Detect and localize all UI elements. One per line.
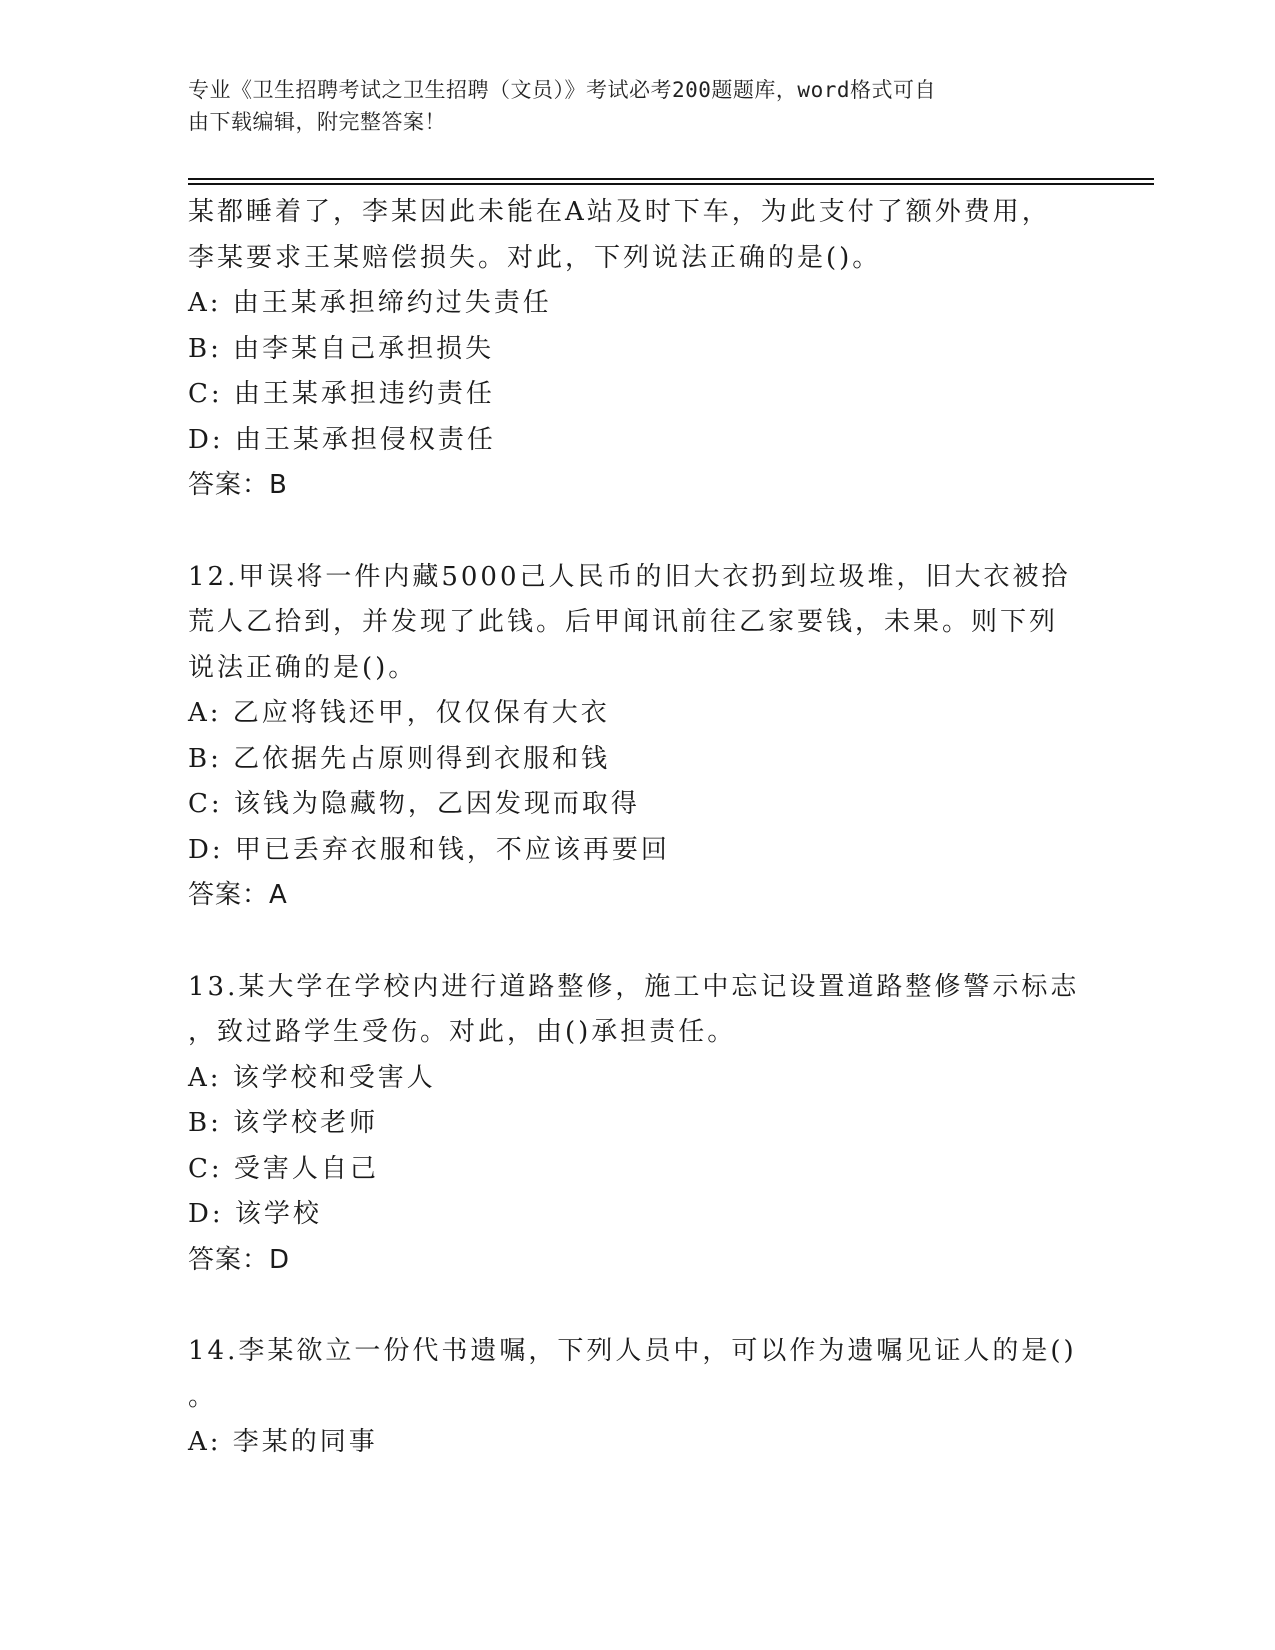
question-stem-line: 。 <box>188 1381 218 1412</box>
option-a: A: 由王某承担缔约过失责任 <box>188 288 552 318</box>
header-line-2: 由下载编辑，附完整答案！ <box>188 110 446 134</box>
option-a: A: 该学校和受害人 <box>188 1062 436 1093</box>
option-d: D: 由王某承担侵权责任 <box>188 424 496 455</box>
question-stem-line: ，致过路学生受伤。对此，由()承担责任。 <box>188 1017 737 1047</box>
question-stem-line: 14.李某欲立一份代书遗嘱，下列人员中，可以作为遗嘱见证人的是() <box>188 1336 1077 1366</box>
spacer <box>188 919 1108 965</box>
question-11 <box>188 190 1108 509</box>
question-12 <box>188 555 1108 919</box>
spacer <box>188 1283 1108 1329</box>
header-line-1: 专业《卫生招聘考试之卫生招聘（文员）》考试必考200题题库，word格式可自 <box>188 78 936 102</box>
question-14 <box>188 1329 1108 1466</box>
question-stem-line: 某都睡着了，李某因此未能在A站及时下车，为此支付了额外费用， <box>188 197 1051 227</box>
answer-label: 答案：D <box>188 1244 291 1275</box>
option-c: C: 由王某承担违约责任 <box>188 379 495 409</box>
header-rule-top <box>188 178 1154 180</box>
option-a: A: 乙应将钱还甲，仅仅保有大衣 <box>188 698 610 728</box>
answer-label: 答案：B <box>188 470 288 500</box>
spacer <box>188 509 1108 555</box>
question-stem-line: 说法正确的是()。 <box>188 652 418 683</box>
option-b: B: 乙依据先占原则得到衣服和钱 <box>188 743 611 774</box>
document-body <box>188 190 1108 1466</box>
option-d: D: 甲已丢弃衣服和钱，不应该再要回 <box>188 834 670 865</box>
answer-label: 答案：A <box>188 880 288 910</box>
option-b: B: 由李某自己承担损失 <box>188 333 495 364</box>
option-b: B: 该学校老师 <box>188 1108 379 1138</box>
option-d: D: 该学校 <box>188 1199 322 1229</box>
document-header <box>188 74 1068 138</box>
option-c: C: 该钱为隐藏物，乙因发现而取得 <box>188 789 640 819</box>
question-stem-line: 李某要求王某赔偿损失。对此，下列说法正确的是()。 <box>188 242 882 273</box>
question-stem-line: 13.某大学在学校内进行道路整修，施工中忘记设置道路整修警示标志 <box>188 971 1080 1002</box>
option-a: A: 李某的同事 <box>188 1427 378 1457</box>
question-stem-line: 荒人乙拾到，并发现了此钱。后甲闻讯前往乙家要钱，未果。则下列 <box>188 607 1059 637</box>
option-c: C: 受害人自己 <box>188 1153 379 1184</box>
header-rule-bottom <box>188 183 1154 185</box>
question-13 <box>188 965 1108 1284</box>
question-stem-line: 12.甲误将一件内藏5000己人民币的旧大衣扔到垃圾堆，旧大衣被拾 <box>188 561 1071 592</box>
